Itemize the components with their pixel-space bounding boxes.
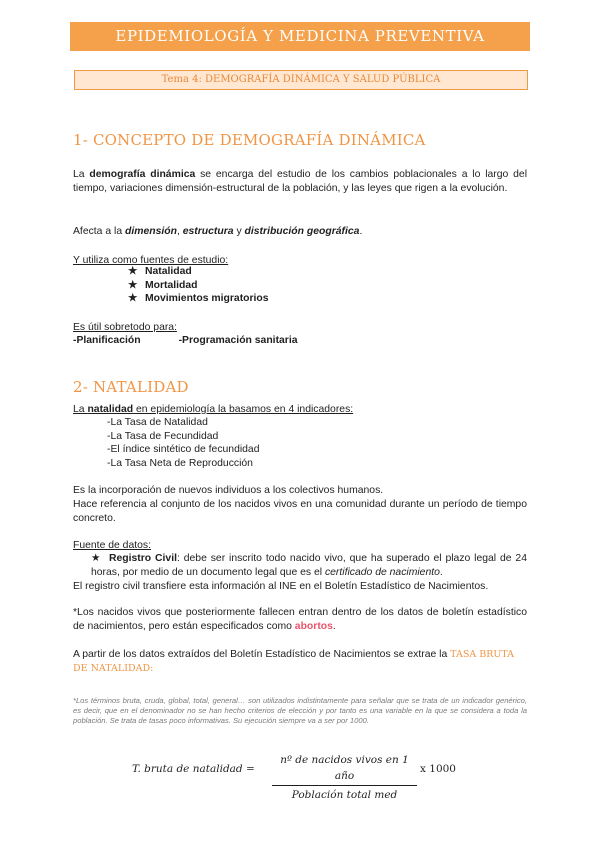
- natalidad-definition-1: Es la incorporación de nuevos individuos a los colectivos humanos.: [73, 485, 384, 496]
- list-item: -La Tasa de Natalidad: [107, 417, 208, 428]
- text-fragment: .: [439, 567, 443, 578]
- text-fragment: .: [359, 226, 363, 237]
- text-fragment: *Los nacidos vivos que posteriormente fallecen entran dentro de los datos de boletín estadístico de nacimientos, pero están especificados como: [73, 607, 527, 632]
- term-demografia-dinamica: demografía dinámica: [89, 169, 196, 180]
- term-tasa-bruta-natalidad: TASA BRUTA DE NATALIDAD: [73, 649, 515, 674]
- text-fragment: La: [73, 169, 90, 180]
- registro-civil-item: [91, 552, 527, 580]
- text-fragment: se encarga del estudio de los cambios poblacionales a lo largo del tiempo, variaciones dimensión-estructural de la población, y las leyes que rigen a la evolución.: [73, 169, 528, 194]
- natalidad-intro: [73, 403, 527, 417]
- formula-fraction: [272, 752, 417, 802]
- list-item-text: Mortalidad: [145, 279, 198, 291]
- tasa-bruta-formula: [132, 752, 472, 801]
- text-fragment: y: [233, 226, 245, 237]
- text-fragment: : debe ser inscrito todo nacido vivo, que ha superado el plazo legal de 24 horas, por medio de un documento legal que es el: [91, 553, 527, 578]
- term-registro-civil: Registro Civil: [109, 553, 177, 564]
- text-fragment: ,: [176, 226, 183, 237]
- text-fragment: La: [73, 404, 88, 415]
- useful-programacion: -Programación sanitaria: [178, 335, 298, 346]
- formula-lhs: T. bruta de natalidad =: [132, 763, 255, 775]
- affects-line: [73, 225, 527, 239]
- data-source-label: Fuente de datos:: [73, 540, 151, 551]
- registro-transfer-text: El registro civil transfiere esta información al INE en el Boletín Estadístico de Nacimientos.: [73, 581, 489, 592]
- term-natalidad: natalidad: [87, 404, 134, 415]
- formula-denominator: Población total med: [291, 789, 398, 801]
- text-fragment: Afecta a la: [73, 226, 125, 237]
- list-item: -La Tasa de Fecundidad: [107, 430, 219, 442]
- useful-label: Es útil sobretodo para:: [73, 322, 177, 333]
- document-title-banner: EPIDEMIOLOGÍA Y MEDICINA PREVENTIVA: [70, 22, 530, 51]
- section-1-paragraph: [73, 168, 527, 196]
- section-1-heading: 1- CONCEPTO DE DEMOGRAFÍA DINÁMICA: [73, 131, 426, 149]
- abortos-note: [73, 606, 527, 634]
- star-bullet-icon: ★: [128, 293, 138, 304]
- list-item: -El índice sintético de fecundidad: [107, 444, 260, 455]
- star-bullet-icon: ★: [91, 553, 101, 564]
- natalidad-definition-2: Hace referencia al conjunto de los nacidos vivos en una comunidad durante un período de tiempo concreto.: [73, 499, 527, 524]
- section-2-heading: 2- NATALIDAD: [73, 378, 189, 396]
- text-fragment: en epidemiología la basamos en 4 indicadores:: [133, 404, 354, 415]
- star-bullet-icon: ★: [128, 279, 138, 291]
- tasa-bruta-intro: [73, 648, 527, 676]
- list-item: -La Tasa Neta de Reproducción: [107, 457, 253, 469]
- list-item: [128, 292, 269, 306]
- text-fragment: A partir de los datos extraídos del Boletín Estadístico de Nacimientos se extrae la: [73, 649, 451, 660]
- list-item-text: Natalidad: [145, 266, 192, 277]
- list-item-text: Movimientos migratorios: [145, 293, 269, 304]
- terms-footnote: *Los términos bruta, cruda, global, total, general… son utilizados indistintamente para señalar que se trata de un indicador genérico, es decir, que en el denominador no se han hecho criterios de elección y por tanto es una variable en la que se considera a toda la población. Se trata de tasas poco informativas. Su ejecución siempre va a ser por 1000.: [73, 696, 527, 726]
- star-bullet-icon: ★: [128, 266, 138, 277]
- term-abortos: abortos: [294, 621, 333, 632]
- sources-list: [128, 265, 269, 306]
- term-estructura: estructura: [182, 226, 234, 237]
- text-fragment: .: [332, 621, 336, 632]
- formula-numerator: nº de nacidos vivos en 1 año: [280, 754, 409, 782]
- useful-items: [73, 334, 527, 348]
- fraction-bar: [272, 785, 417, 786]
- list-item: [128, 279, 269, 293]
- sources-label: Y utiliza como fuentes de estudio:: [73, 255, 229, 266]
- indicators-list: [107, 416, 260, 470]
- useful-planificacion: -Planificación: [73, 335, 141, 346]
- text-fragment: :: [150, 663, 154, 674]
- topic-subtitle-banner: Tema 4: DEMOGRAFÍA DINÁMICA Y SALUD PÚBLICA: [74, 70, 528, 90]
- term-distribucion: distribución geográfica: [244, 226, 360, 237]
- formula-multiplier: x 1000: [420, 763, 456, 775]
- list-item: [128, 265, 269, 279]
- term-dimension: dimensión: [124, 226, 177, 237]
- term-certificado: certificado de nacimiento: [324, 567, 440, 578]
